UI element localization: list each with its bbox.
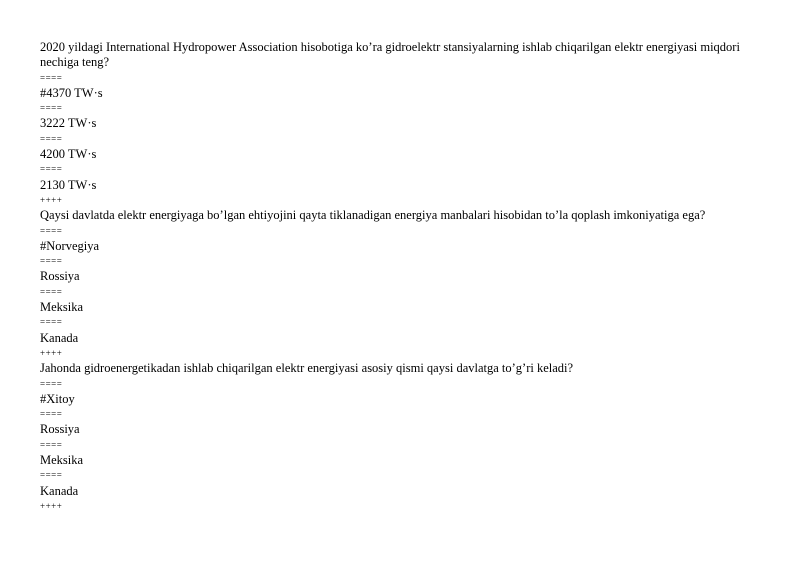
answer-1-3: 4200 TW·s (40, 147, 97, 162)
document-page (40, 40, 760, 514)
answer-1-4: 2130 TW·s (40, 177, 97, 192)
answer-3-4: Kanada (40, 483, 79, 498)
answer-separator: ==== (40, 133, 63, 144)
answer-2-2: Rossiya (40, 269, 80, 284)
answer-separator: ==== (40, 439, 63, 450)
answer-separator: ==== (40, 286, 63, 297)
answer-separator: ==== (40, 409, 63, 420)
question-1: 2020 yildagi International Hydropower Association hisobotiga ko’ra gidroelektr stansiyalarning ishlab chiqarilgan elektr energiyasi miqdori nechiga teng? (40, 40, 740, 70)
answer-1-2: 3222 TW·s (40, 116, 97, 131)
answer-separator: ==== (40, 378, 63, 389)
answer-3-3: Meksika (40, 453, 84, 468)
answer-3-1: #Xitoy (40, 391, 75, 406)
answer-2-1: #Norvegiya (40, 238, 100, 253)
answer-separator: ==== (40, 470, 63, 481)
answer-2-4: Kanada (40, 330, 79, 345)
question-separator: ++++ (40, 194, 63, 205)
answer-separator: ==== (40, 317, 63, 328)
answer-separator: ==== (40, 164, 63, 175)
answer-2-3: Meksika (40, 300, 84, 315)
question-3: Jahonda gidroenergetikadan ishlab chiqarilgan elektr energiyasi asosiy qismi qaysi davlatga to’g’ri keladi? (40, 361, 574, 376)
answer-3-2: Rossiya (40, 422, 80, 437)
question-separator: ++++ (40, 347, 63, 358)
question-separator: ++++ (40, 500, 63, 511)
answer-separator: ==== (40, 225, 63, 236)
answer-1-1: #4370 TW·s (40, 85, 103, 100)
answer-separator: ==== (40, 72, 63, 83)
question-2: Qaysi davlatda elektr energiyaga bo’lgan ehtiyojini qayta tiklanadigan energiya manbalari hisobidan to’la qoplash imkoniyatiga ega? (40, 208, 706, 223)
answer-separator: ==== (40, 103, 63, 114)
answer-separator: ==== (40, 256, 63, 267)
